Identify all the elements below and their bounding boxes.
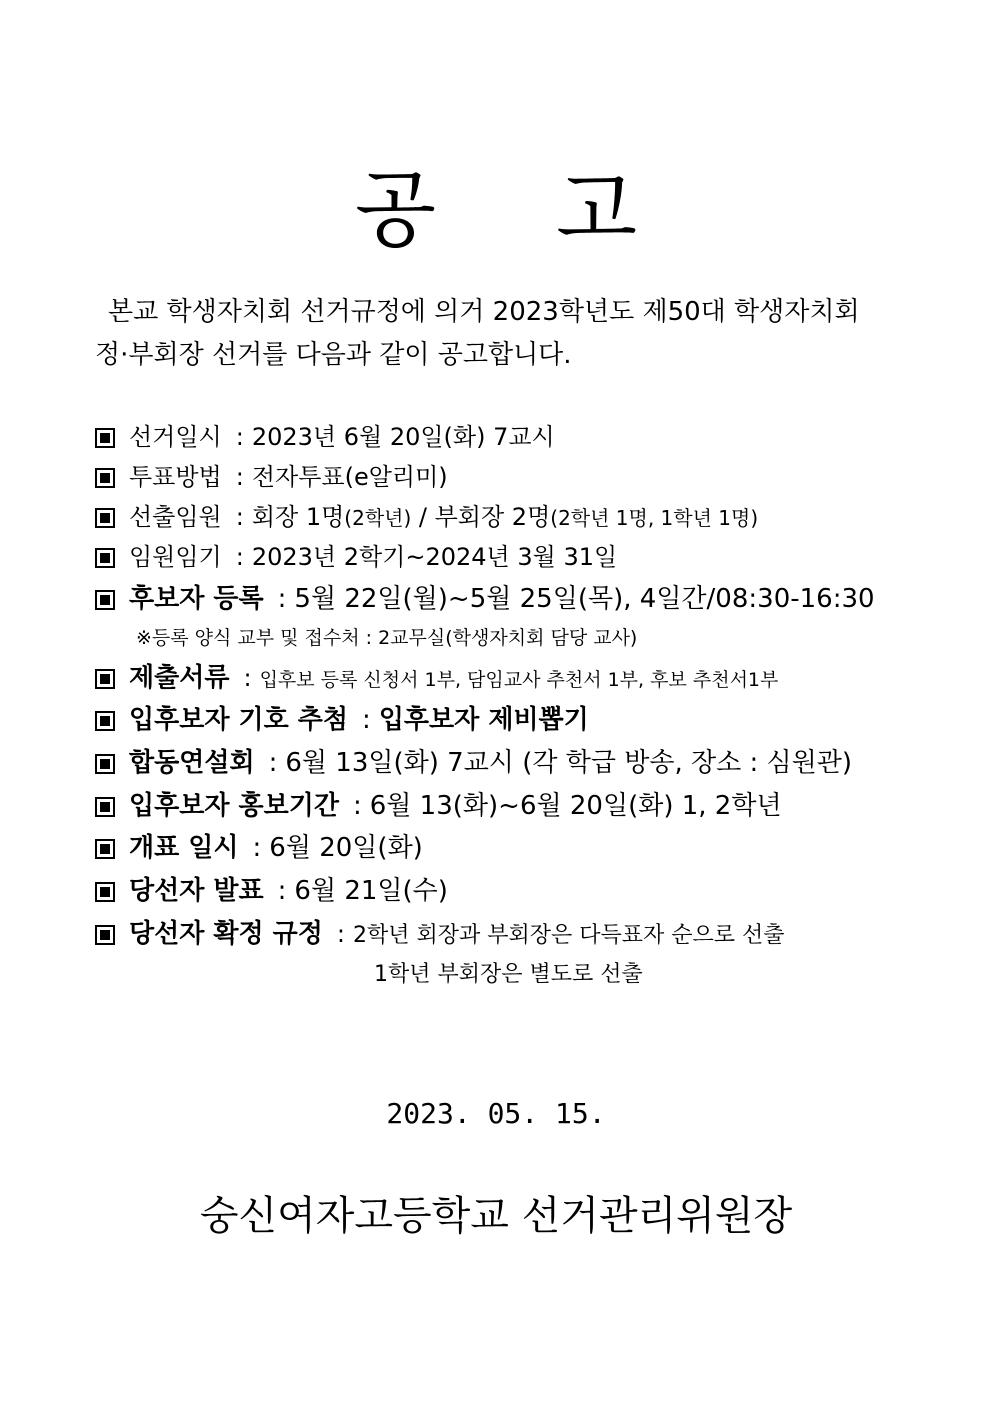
item-officers: 선출임원 : 회장 1명(2학년) / 부회장 2명(2학년 1명, 1학년 1명) — [95, 500, 758, 535]
item-term: 임원임기 : 2023년 2학기~2024년 3월 31일 — [95, 540, 617, 574]
square-bullet-icon — [95, 797, 115, 817]
confirmation-rule-line-2: 1학년 부회장은 별도로 선출 — [374, 962, 643, 987]
item-campaign-period: 입후보자 홍보기간 : 6월 13(화)~6월 20일(화) 1, 2학년 — [95, 789, 782, 823]
item-voting-method: 투표방법 : 전자투표(e알리미) — [95, 460, 448, 494]
square-bullet-icon — [95, 590, 115, 610]
item-announcement: 당선자 발표 : 6월 21일(수) — [95, 874, 448, 908]
title-char-2: 고 — [556, 161, 638, 259]
title-char-1: 공 — [354, 161, 436, 259]
item-ballot-draw: 입후보자 기호 추첨 : 입후보자 제비뽑기 — [95, 703, 589, 737]
square-bullet-icon — [95, 508, 115, 528]
notice-date: 2023. 05. 15. — [386, 1097, 606, 1130]
item-counting-date: 개표 일시 : 6월 20일(화) — [95, 831, 423, 865]
square-bullet-icon — [95, 839, 115, 859]
intro-line-2: 정·부회장 선거를 다음과 같이 공고합니다. — [95, 340, 572, 370]
square-bullet-icon — [95, 428, 115, 448]
item-joint-speech: 합동연설회 : 6월 13일(화) 7교시 (각 학급 방송, 장소 : 심원관) — [95, 746, 852, 780]
registration-note: ※등록 양식 교부 및 접수처 : 2교무실(학생자치회 담당 교사) — [136, 627, 638, 649]
item-registration: 후보자 등록 : 5월 22일(월)~5월 25일(목), 4일간/08:30-16:30 — [95, 582, 875, 616]
square-bullet-icon — [95, 548, 115, 568]
square-bullet-icon — [95, 925, 115, 945]
item-confirmation-rule: 당선자 확정 규정 : 2학년 회장과 부회장은 다득표자 순으로 선출 — [95, 917, 785, 953]
page-title — [0, 160, 992, 260]
square-bullet-icon — [95, 711, 115, 731]
signer: 숭신여자고등학교 선거관리위원장 — [199, 1193, 793, 1239]
intro-line-1: 본교 학생자치회 선거규정에 의거 2023학년도 제50대 학생자치회 — [108, 297, 860, 327]
item-documents: 제출서류 : 입후보 등록 신청서 1부, 담임교사 추천서 1부, 후보 추천서1부 — [95, 661, 778, 697]
square-bullet-icon — [95, 882, 115, 902]
square-bullet-icon — [95, 754, 115, 774]
square-bullet-icon — [95, 669, 115, 689]
item-election-date: 선거일시 : 2023년 6월 20일(화) 7교시 — [95, 420, 555, 454]
square-bullet-icon — [95, 468, 115, 488]
